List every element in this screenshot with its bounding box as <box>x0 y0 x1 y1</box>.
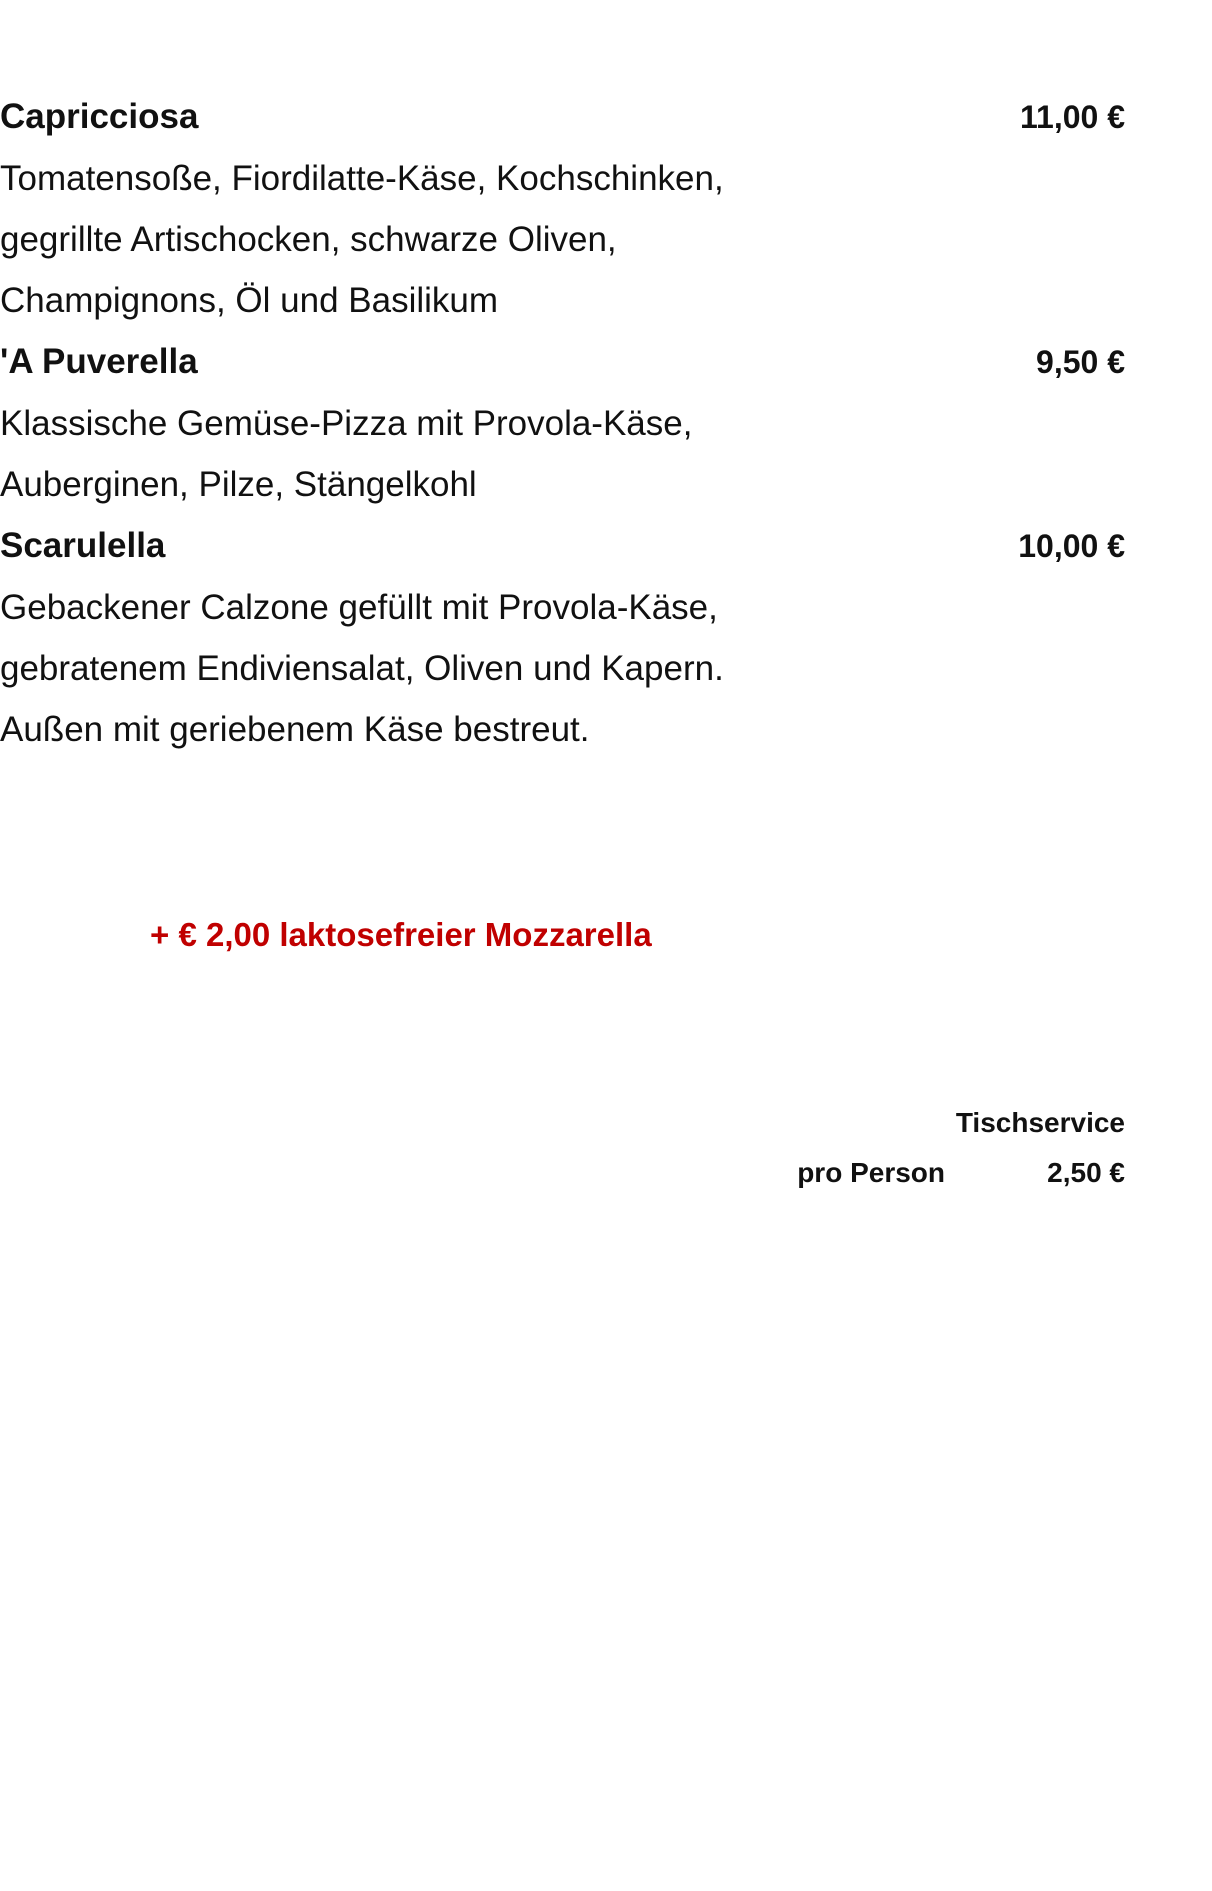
menu-item-header <box>0 86 1125 148</box>
menu-item-description-line: Außen mit geriebenem Käse bestreut. <box>0 710 590 749</box>
menu-item <box>0 515 1125 760</box>
table-service-label-row <box>640 1098 1125 1148</box>
menu-item-header <box>0 515 1125 577</box>
menu-item-header <box>0 331 1125 393</box>
menu-item-description-line: Klassische Gemüse-Pizza mit Provola-Käse, <box>0 404 693 443</box>
menu-item-name: 'A Puverella <box>0 342 198 381</box>
menu-items-list <box>0 86 1125 760</box>
menu-item-description <box>0 148 1125 331</box>
menu-item-description <box>0 577 1125 760</box>
menu-item-description-line: gebratenem Endiviensalat, Oliven und Kapern. <box>0 649 724 688</box>
table-service-label-line2: pro Person <box>797 1157 945 1188</box>
table-service-price: 2,50 € <box>1047 1157 1125 1188</box>
menu-item-price: 10,00 € <box>1018 528 1125 564</box>
menu-item-description-line: Tomatensoße, Fiordilatte-Käse, Kochschinken, <box>0 159 724 198</box>
table-service-block <box>640 1098 1125 1198</box>
menu-item-name: Scarulella <box>0 526 166 565</box>
menu-item <box>0 331 1125 515</box>
promo-note: + € 2,00 laktosefreier Mozzarella <box>150 916 652 953</box>
menu-item-description-line: Auberginen, Pilze, Stängelkohl <box>0 465 477 504</box>
menu-item-description <box>0 393 1125 515</box>
menu-item <box>0 86 1125 331</box>
table-service-label-line1: Tischservice <box>955 1107 1125 1138</box>
menu-item-description-line: gegrillte Artischocken, schwarze Oliven, <box>0 220 617 259</box>
menu-item-price: 11,00 € <box>1020 99 1125 135</box>
menu-item-description-line: Champignons, Öl und Basilikum <box>0 281 499 320</box>
menu-item-description-line: Gebackener Calzone gefüllt mit Provola-Käse, <box>0 588 718 627</box>
menu-item-name: Capricciosa <box>0 97 199 136</box>
menu-item-price: 9,50 € <box>1036 344 1125 380</box>
table-service-price-row <box>640 1148 1125 1198</box>
